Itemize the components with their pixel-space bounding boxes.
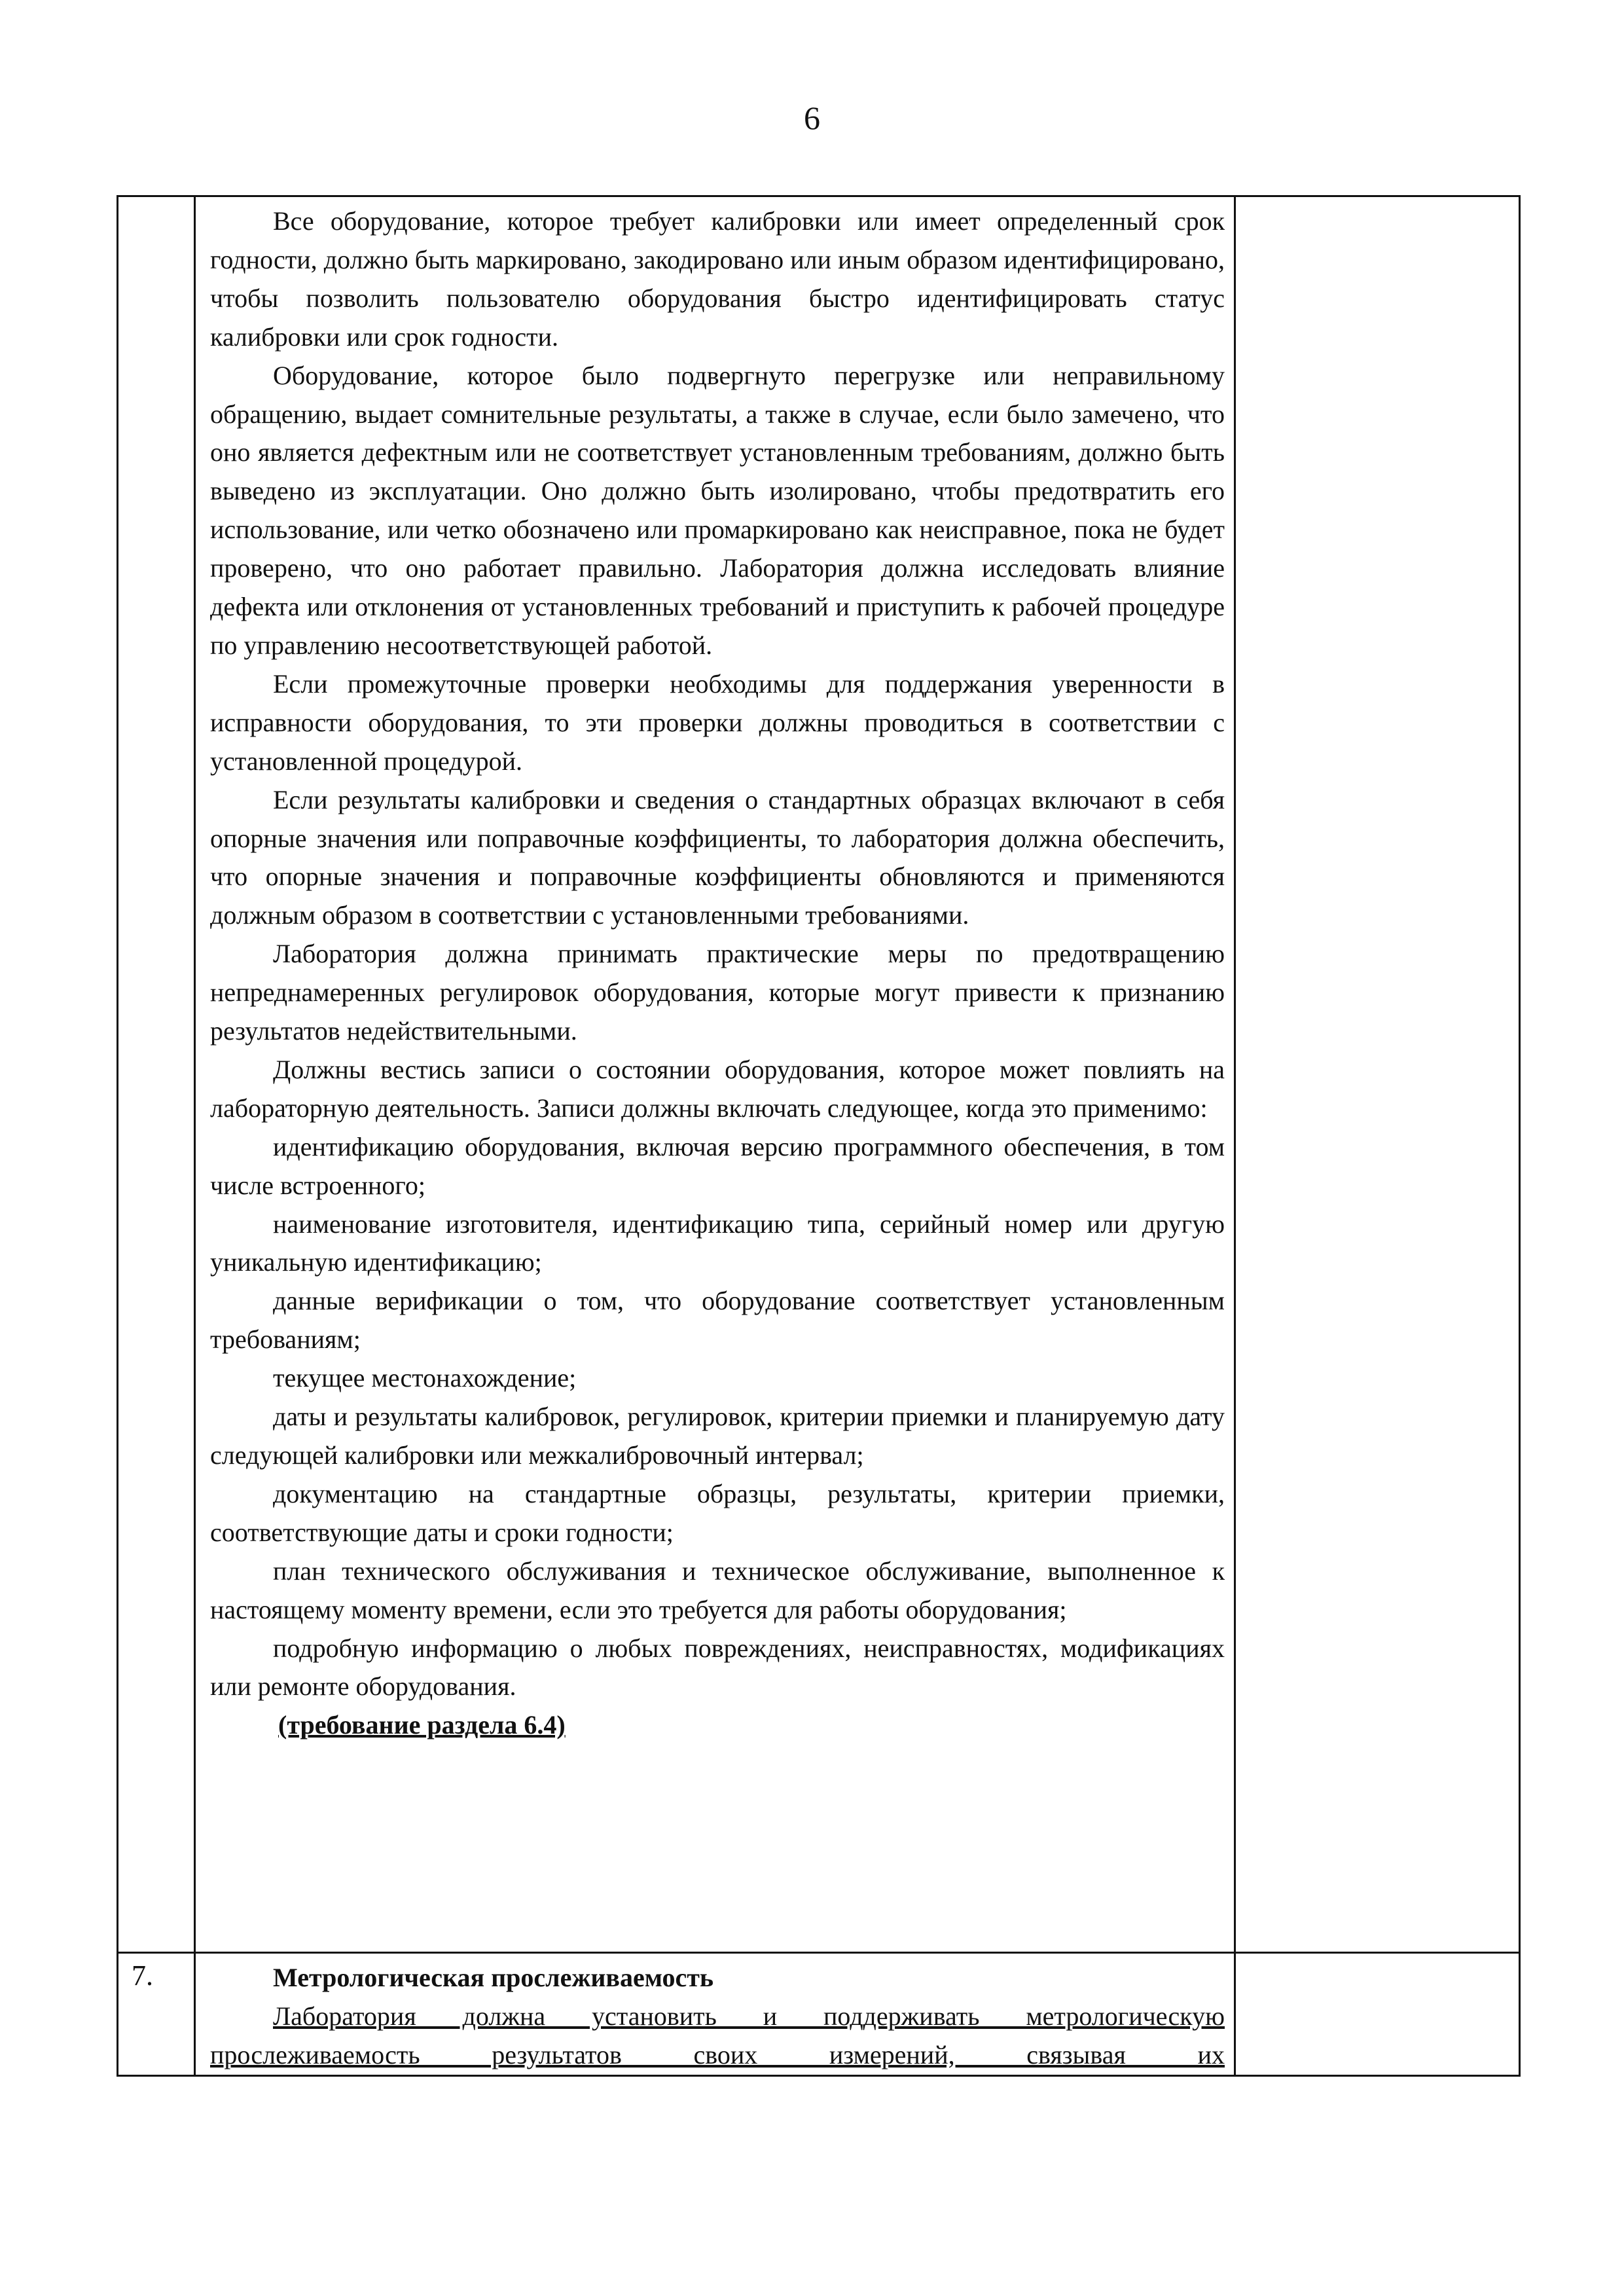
table-row bbox=[118, 1953, 1520, 2076]
section-heading: Метрологическая прослеживаемость bbox=[273, 1963, 714, 1992]
list-item: даты и результаты калибровок, регулировок, критерии приемки и планируемую дату следующей калибровки или межкалибровочный интервал; bbox=[210, 1402, 1225, 1470]
list-item: документацию на стандартные образцы, результаты, критерии приемки, соответствующие даты и сроки годности; bbox=[210, 1478, 1225, 1547]
list-item: идентификацию оборудования, включая версию программного обеспечения, в том числе встроенного; bbox=[210, 1131, 1225, 1200]
row-number: 7. bbox=[132, 1959, 153, 1992]
requirement-reference: (требование раздела 6.4) bbox=[278, 1710, 566, 1740]
paragraph: Лаборатория должна принимать практические меры по предотвращению непреднамеренных регулировок оборудования, которые могут привести к признанию результатов недействительными. bbox=[210, 939, 1225, 1046]
notes-cell bbox=[1235, 196, 1520, 1953]
requirement-text-cell bbox=[195, 196, 1235, 1953]
page-number: 6 bbox=[804, 100, 820, 136]
list-item: наименование изготовителя, идентификацию типа, серийный номер или другую уникальную идентификацию; bbox=[210, 1209, 1225, 1277]
paragraph: Если промежуточные проверки необходимы для поддержания уверенности в исправности оборудования, то эти проверки должны проводиться в соответствии с установленной процедурой. bbox=[210, 668, 1225, 776]
paragraph: Лаборатория должна установить и поддерживать метрологическую прослеживаемость результатов своих измерений, связывая их bbox=[210, 2001, 1225, 2069]
notes-cell bbox=[1235, 1953, 1520, 2076]
requirements-table bbox=[117, 195, 1521, 2077]
list-item: текущее местонахождение; bbox=[273, 1363, 577, 1393]
paragraph: Если результаты калибровки и сведения о стандартных образцах включают в себя опорные значения или поправочные коэффициенты, то лаборатория должна обеспечить, что опорные значения и поправочные коэффициенты обновляются и применяются должным образом в соответствии с установленными требованиями. bbox=[210, 784, 1225, 930]
paragraph: Все оборудование, которое требует калибровки или имеет определенный срок годности, должно быть маркировано, закодировано или иным образом идентифицировано, чтобы позволить пользователю оборудования быстро идентифицировать статус калибровки или срок годности. bbox=[210, 206, 1225, 352]
table-row bbox=[118, 196, 1520, 1953]
row-number-cell bbox=[118, 1953, 195, 2076]
list-item: план технического обслуживания и техническое обслуживание, выполненное к настоящему моменту времени, если это требуется для работы оборудования; bbox=[210, 1556, 1225, 1624]
paragraph: Оборудование, которое было подвергнуто перегрузке или неправильному обращению, выдает сомнительные результаты, а также в случае, если было замечено, что оно является дефектным или не соответствует установленным требованиям, должно быть выведено из эксплуатации. Оно должно быть изолировано, чтобы предотвратить его использование, или четко обозначено или промаркировано как неисправное, пока не будет проверено, что оно работает правильно. Лаборатория должна исследовать влияние дефекта или отклонения от установленных требований и приступить к рабочей процедуре по управлению несоответствующей работой. bbox=[210, 360, 1225, 660]
list-item: подробную информацию о любых повреждениях, неисправностях, модификациях или ремонте оборудования. bbox=[210, 1633, 1225, 1702]
paragraph: Должны вестись записи о состоянии оборудования, которое может повлиять на лабораторную деятельность. Записи должны включать следующее, когда это применимо: bbox=[210, 1054, 1225, 1123]
list-item: данные верификации о том, что оборудование соответствует установленным требованиям; bbox=[210, 1286, 1225, 1355]
requirement-text-cell bbox=[195, 1953, 1235, 2076]
row-number-cell bbox=[118, 196, 195, 1953]
